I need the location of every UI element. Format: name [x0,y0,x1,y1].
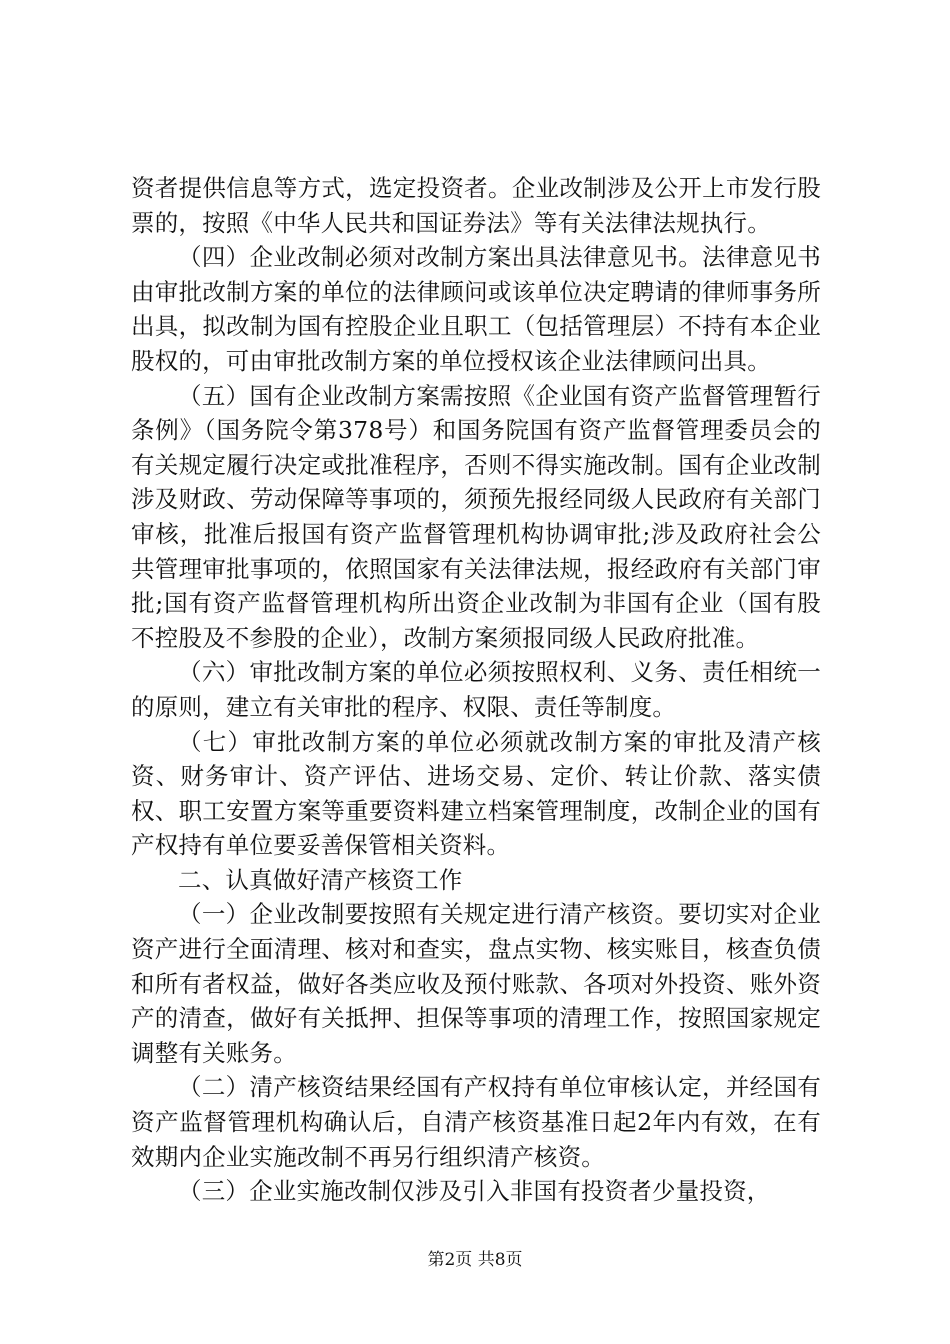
paragraph-item-4: （四）企业改制必须对改制方案出具法律意见书。法律意见书由审批改制方案的单位的法律顾问或该单位决定聘请的律师事务所出具，拟改制为国有控股企业且职工（包括管理层）不持有本企业股权的，可由审批改制方案的单位授权该企业法律顾问出具。 [131,243,821,375]
section-heading: 二、认真做好清产核资工作 [178,865,463,894]
page-footer: 第2页 共8页 [427,1250,523,1270]
document-body [131,171,821,1209]
paragraph-item-5: （五）国有企业改制方案需按照《企业国有资产监督管理暂行条例》（国务院令第378号）和国务院国有资产监督管理委员会的有关规定履行决定或批准程序，否则不得实施改制。国有企业改制涉及财政、劳动保障等事项的，须预先报经同级人民政府有关部门审核，批准后报国有资产监督管理机构协调审批;涉及政府社会公共管理审批事项的，依照国家有关法律法规，报经政府有关部门审批;国有资产监督管理机构所出资企业改制为非国有企业（国有股不控股及不参股的企业），改制方案须报同级人民政府批准。 [131,381,821,652]
paragraph-continuation: 资者提供信息等方式，选定投资者。企业改制涉及公开上市发行股票的，按照《中华人民共和国证券法》等有关法律法规执行。 [131,174,821,237]
paragraph-item-7: （七）审批改制方案的单位必须就改制方案的审批及清产核资、财务审计、资产评估、进场交易、定价、转让价款、落实债权、职工安置方案等重要资料建立档案管理制度，改制企业的国有产权持有单位要妥善保管相关资料。 [131,727,821,860]
paragraph-section2-item-3: （三）企业实施改制仅涉及引入非国有投资者少量投资， [178,1177,771,1206]
paragraph-section2-item-1: （一）企业改制要按照有关规定进行清产核资。要切实对企业资产进行全面清理、核对和查实，盘点实物、核实账目，核查负债和所有者权益，做好各类应收及预付账款、各项对外投资、账外资产的清查，做好有关抵押、担保等事项的清理工作，按照国家规定调整有关账务。 [131,900,821,1067]
paragraph-section2-item-2: （二）清产核资结果经国有产权持有单位审核认定，并经国有资产监督管理机构确认后，自清产核资基准日起2年内有效，在有效期内企业实施改制不再另行组织清产核资。 [131,1073,821,1171]
paragraph-item-6: （六）审批改制方案的单位必须按照权利、义务、责任相统一的原则，建立有关审批的程序、权限、责任等制度。 [131,658,821,721]
